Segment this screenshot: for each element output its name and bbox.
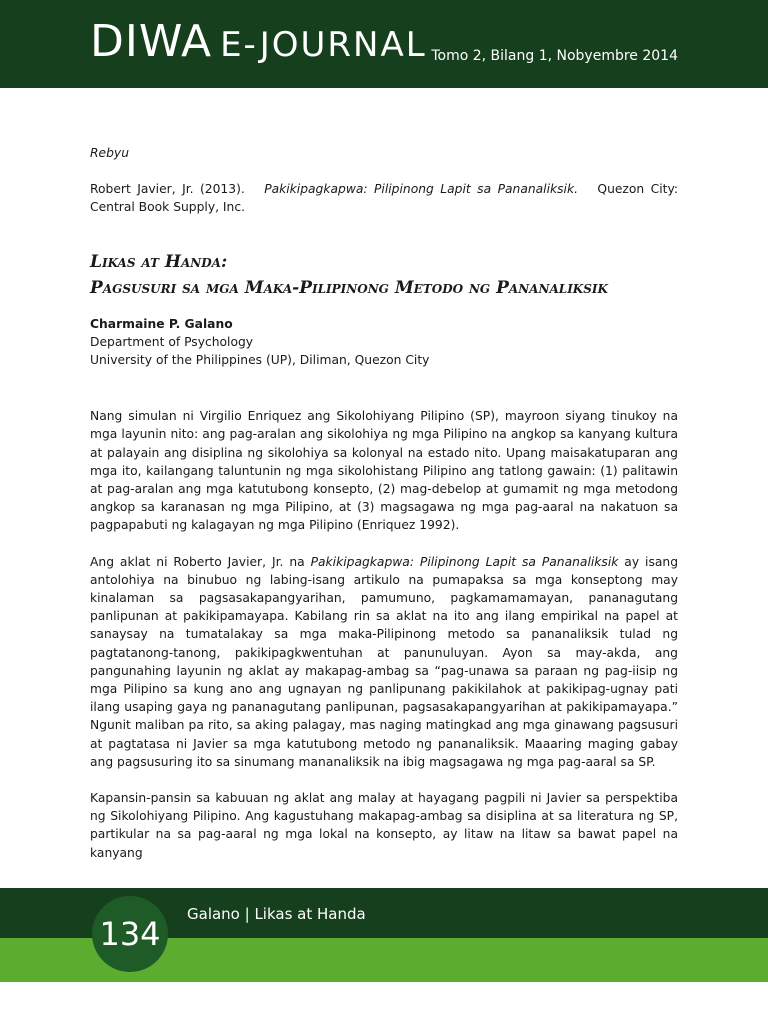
running-head: Galano | Likas at Handa [187, 905, 366, 923]
book-citation [90, 180, 678, 216]
author-university: University of the Philippines (UP), Diliman, Quezon City [90, 353, 430, 368]
paragraph-3: Kapansin-pansin sa kabuuan ng aklat ang malay at hayagang pagpili ni Javier sa perspektiba ng Sikolohiyang Pilipino. Ang kagustuhang makapag-ambag sa disiplina at sa literatura ng SP, partikular na sa pag-aaral ng mga lokal na konsepto, ay litaw na litaw sa bawat papel na kanyang [90, 791, 678, 860]
citation-book-title: Pakikipagkapwa: Pilipinong Lapit sa Pananaliksik. [264, 182, 578, 197]
issue-info: Tomo 2, Bilang 1, Nobyembre 2014 [431, 48, 678, 64]
paragraph-1: Nang simulan ni Virgilio Enriquez ang Sikolohiyang Pilipino (SP), mayroon siyang tinukoy na mga layunin nito: ang pag-aralan ang sikolohiya ng mga Pilipino na angkop sa kanyang kultura at palayain ang disiplina ng sikolohiya sa kolonyal na estado nito. Upang maisakatuparan ang mga ito, kailangang taluntunin ng mga sikolohistang Pilipino ang tatlong gawain: (1) palitawin at pag-aralan ang mga katutubong konsepto, (2) mag-debelop at gumamit ng mga metodong angkop sa karanasan ng mga Pilipino, at (3) magsagawa ng mga pag-aaral na nakatuon sa pagpapabuti ng kalagayan ng mga Pilipino (Enriquez 1992). [90, 409, 678, 533]
paragraph-2-start: Ang aklat ni Roberto Javier, Jr. na [90, 554, 311, 569]
article-body [90, 144, 678, 880]
author-block [90, 315, 678, 370]
citation-publisher: Quezon City: Central Book Supply, Inc. [90, 182, 679, 215]
paragraph-2-rest: ay isang antolohiya na binubuo ng labing-isang artikulo na pumapaksa sa mga konseptong may kinalaman sa pagsasakapangyarihan, pamumuno, pagkamamamayan, pananagutang panlipunan at pakikipamayapa. Kabilang rin sa aklat na ito ang ilang empirikal na papel at sanaysay na tumatalakay sa mga maka-Pilipinong metodo sa pananaliksik tulad ng pagtatanong-tanong, pakikipagkwentuhan at panunuluyan. Ayon sa may-akda, ang pangunahing layunin ng aklat ay makapag-ambag sa “pag-unawa sa paraan ng pag-iisip ng mga Pilipino sa kung ano ang ugnayan ng panlipunang pakikilahok at pakikipag-ugnay pati ilang usaping gaya ng pananagutang panlipunan, pagsasakapangyarihan at pakikipamayapa.” Ngunit maliban pa rito, sa aking palagay, mas naging matingkad ang mga ginawang pagsusuri at pagtatasa ni Javier sa mga katutubong metodo ng pananaliksik. Maaaring maging gabay ang pagsusuring ito sa sinumang mananaliksik na ibig magsagawa ng mga pag-aaral sa SP. [90, 554, 678, 769]
journal-brand [90, 16, 427, 67]
article-title-line1: Likas at Handa: [90, 251, 228, 272]
journal-header [0, 0, 768, 88]
paragraph-2 [90, 553, 678, 771]
paragraph-2-book-title: Pakikipagkapwa: Pilipinong Lapit sa Pananaliksik [310, 554, 619, 569]
page-number: 134 [99, 915, 161, 953]
article-title-line2: Pagsusuri sa mga Maka-Pilipinong Metodo ng Pananaliksik [90, 277, 608, 298]
journal-subname: E-JOURNAL [220, 25, 427, 65]
article-title [90, 249, 678, 301]
article-genre: Rebyu [90, 146, 129, 160]
author-department: Department of Psychology [90, 334, 254, 349]
page-number-badge [92, 896, 168, 972]
citation-author-year: Robert Javier, Jr. (2013). [90, 182, 245, 197]
author-name: Charmaine P. Galano [90, 316, 233, 331]
journal-name: DIWA [90, 16, 213, 67]
